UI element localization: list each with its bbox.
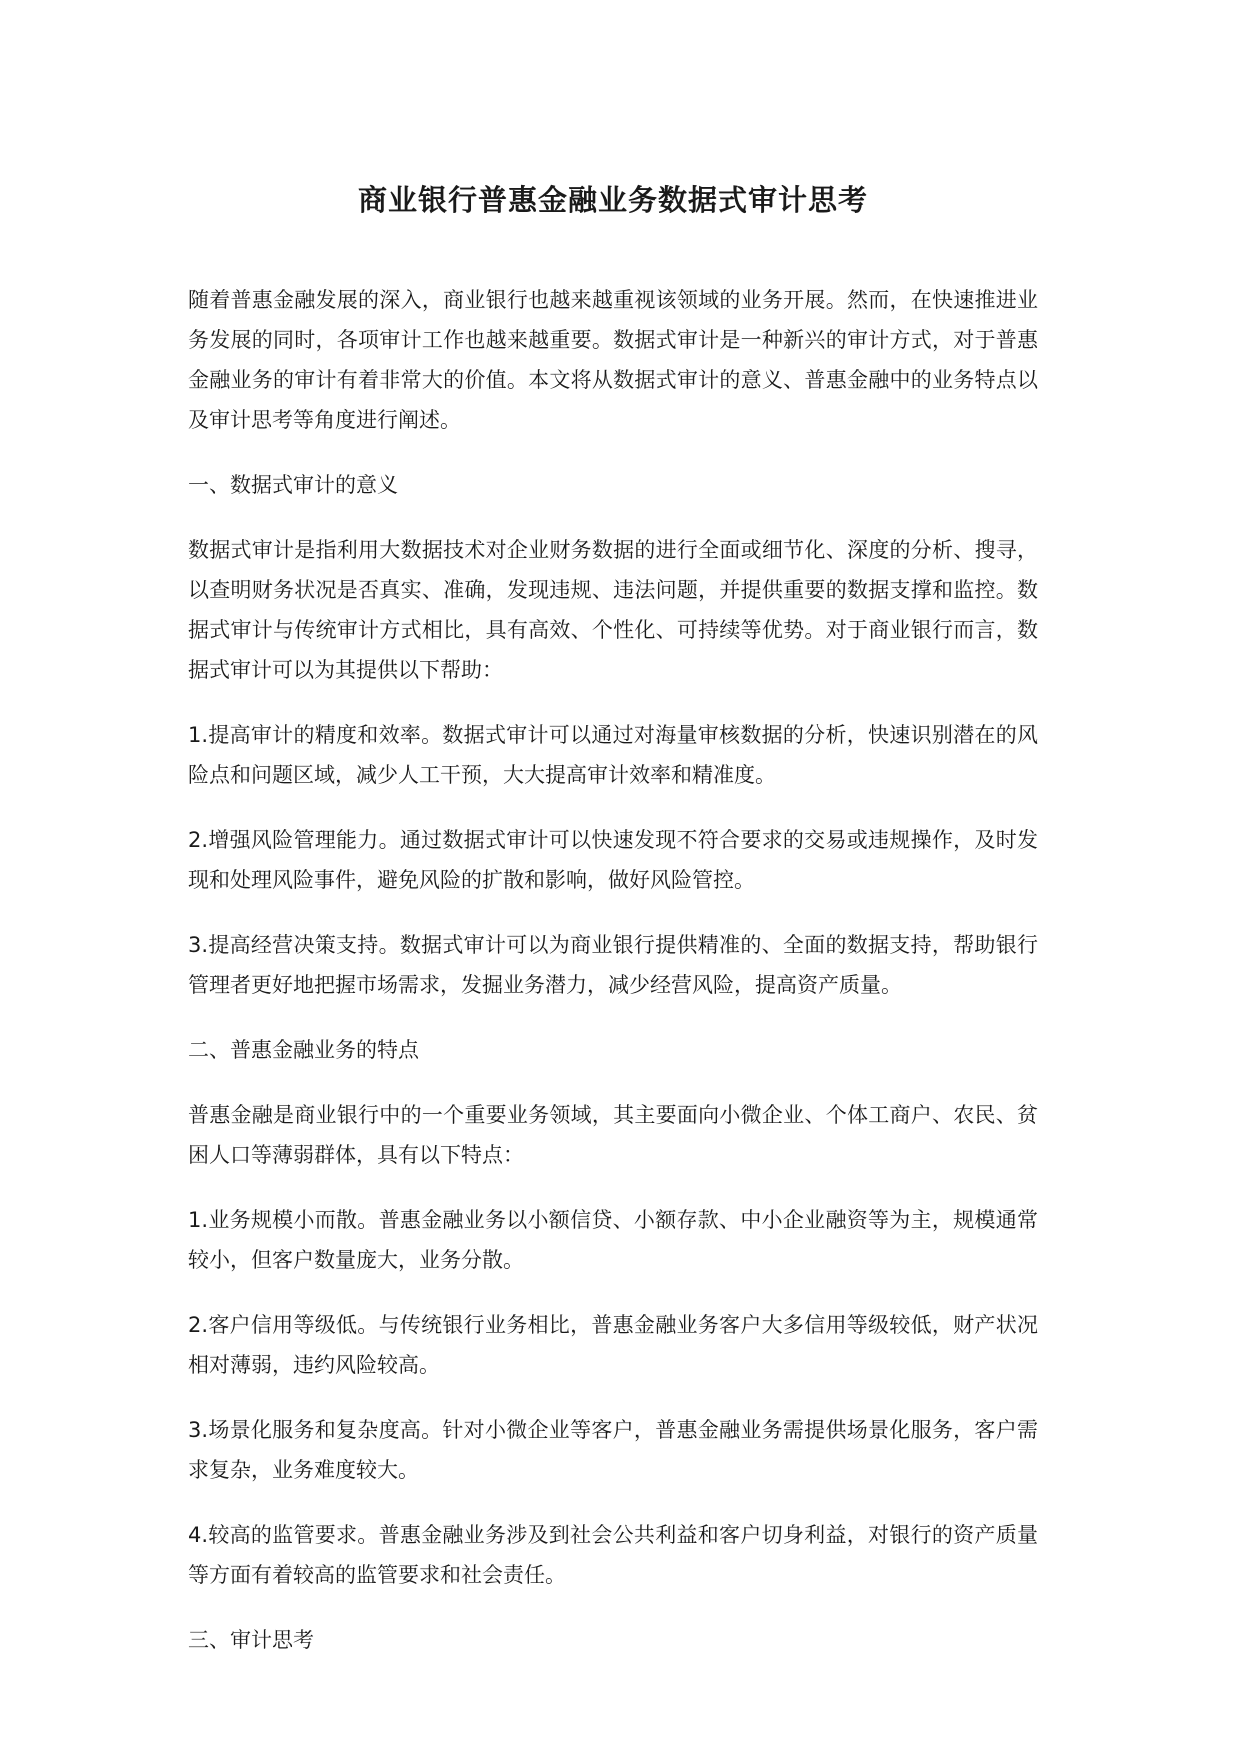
document-title: 商业银行普惠金融业务数据式审计思考 [357,183,868,217]
section-2-intro-paragraph: 普惠金融是商业银行中的一个重要业务领域，其主要面向小微企业、个体工商户、农民、贫困人口等薄弱群体，具有以下特点： [188,1103,1038,1167]
section-1-item-1: 1.提高审计的精度和效率。数据式审计可以通过对海量审核数据的分析，快速识别潜在的风险点和问题区域，减少人工干预，大大提高审计效率和精准度。 [188,723,1038,787]
section-2-item-1: 1.业务规模小而散。普惠金融业务以小额信贷、小额存款、中小企业融资等为主，规模通常较小，但客户数量庞大，业务分散。 [188,1208,1038,1272]
intro-paragraph: 随着普惠金融发展的深入，商业银行也越来越重视该领域的业务开展。然而，在快速推进业务发展的同时，各项审计工作也越来越重要。数据式审计是一种新兴的审计方式，对于普惠金融业务的审计有着非常大的价值。本文将从数据式审计的意义、普惠金融中的业务特点以及审计思考等角度进行阐述。 [188,288,1038,432]
section-1-item-3: 3.提高经营决策支持。数据式审计可以为商业银行提供精准的、全面的数据支持，帮助银行管理者更好地把握市场需求，发掘业务潜力，减少经营风险，提高资产质量。 [188,933,1038,997]
section-2-item-2: 2.客户信用等级低。与传统银行业务相比，普惠金融业务客户大多信用等级较低，财产状况相对薄弱，违约风险较高。 [188,1313,1038,1377]
section-1-item-2: 2.增强风险管理能力。通过数据式审计可以快速发现不符合要求的交易或违规操作，及时发现和处理风险事件，避免风险的扩散和影响，做好风险管控。 [188,828,1038,892]
section-heading-1: 一、数据式审计的意义 [188,473,398,497]
section-heading-3: 三、审计思考 [188,1628,314,1652]
section-2-item-4: 4.较高的监管要求。普惠金融业务涉及到社会公共利益和客户切身利益，对银行的资产质量等方面有着较高的监管要求和社会责任。 [188,1523,1038,1587]
document-body [188,280,1038,1685]
section-heading-2: 二、普惠金融业务的特点 [188,1038,419,1062]
section-2-item-3: 3.场景化服务和复杂度高。针对小微企业等客户，普惠金融业务需提供场景化服务，客户需求复杂，业务难度较大。 [188,1418,1038,1482]
section-1-intro-paragraph: 数据式审计是指利用大数据技术对企业财务数据的进行全面或细节化、深度的分析、搜寻，以查明财务状况是否真实、准确，发现违规、违法问题，并提供重要的数据支撑和监控。数据式审计与传统审计方式相比，具有高效、个性化、可持续等优势。对于商业银行而言，数据式审计可以为其提供以下帮助： [188,538,1038,682]
